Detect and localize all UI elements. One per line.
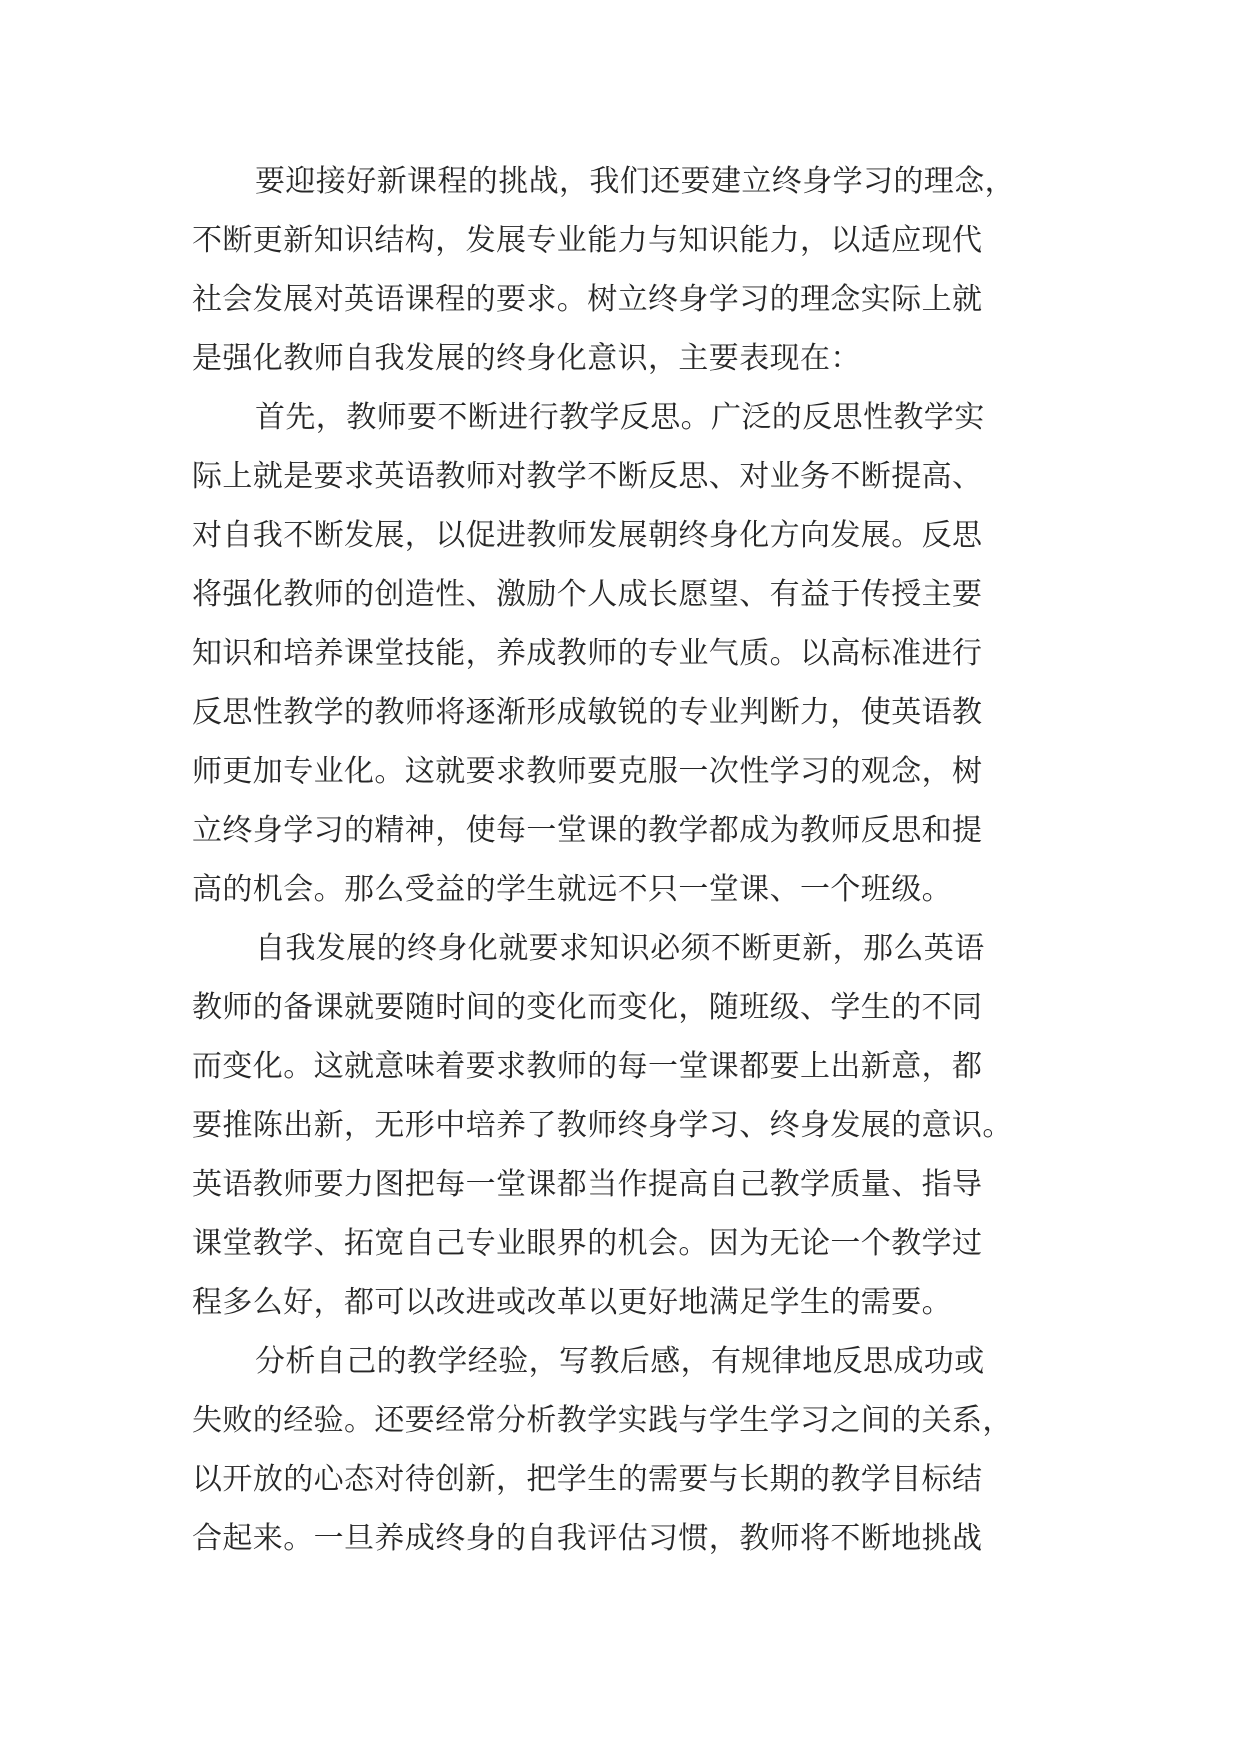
text-line: 英语教师要力图把每一堂课都当作提高自己教学质量、指导 [192, 1167, 983, 1202]
text-line: 将强化教师的创造性、激励个人成长愿望、有益于传授主要 [192, 577, 983, 612]
text-line: 际上就是要求英语教师对教学不断反思、对业务不断提高、 [192, 459, 983, 494]
text-line: 是强化教师自我发展的终身化意识，主要表现在： [192, 341, 861, 376]
text-line: 课堂教学、拓宽自己专业眼界的机会。因为无论一个教学过 [192, 1226, 983, 1261]
text-line: 合起来。一旦养成终身的自我评估习惯，教师将不断地挑战 [192, 1521, 983, 1556]
text-line: 不断更新知识结构，发展专业能力与知识能力，以适应现代 [192, 223, 983, 258]
text-line: 程多么好，都可以改进或改革以更好地满足学生的需要。 [192, 1285, 952, 1320]
text-line: 师更加专业化。这就要求教师要克服一次性学习的观念，树 [192, 754, 983, 789]
text-line: 自我发展的终身化就要求知识必须不断更新，那么英语 [255, 931, 985, 966]
text-line: 而变化。这就意味着要求教师的每一堂课都要上出新意，都 [192, 1049, 983, 1084]
text-line: 失败的经验。还要经常分析教学实践与学生学习之间的关系， [192, 1403, 1013, 1438]
document-body [192, 152, 1072, 1568]
text-line: 社会发展对英语课程的要求。树立终身学习的理念实际上就 [192, 282, 983, 317]
text-line: 要迎接好新课程的挑战，我们还要建立终身学习的理念， [255, 164, 1015, 199]
text-line: 以开放的心态对待创新，把学生的需要与长期的教学目标结 [192, 1462, 983, 1497]
text-line: 立终身学习的精神，使每一堂课的教学都成为教师反思和提 [192, 813, 983, 848]
paragraph-knowledge-update [192, 919, 1072, 1332]
text-line: 教师的备课就要随时间的变化而变化，随班级、学生的不同 [192, 990, 983, 1025]
text-line: 首先，教师要不断进行教学反思。广泛的反思性教学实 [255, 400, 985, 435]
text-line: 对自我不断发展，以促进教师发展朝终身化方向发展。反思 [192, 518, 983, 553]
text-line: 高的机会。那么受益的学生就远不只一堂课、一个班级。 [192, 872, 952, 907]
text-line: 知识和培养课堂技能，养成教师的专业气质。以高标准进行 [192, 636, 983, 671]
paragraph-experience-analysis [192, 1332, 1072, 1568]
text-line: 要推陈出新，无形中培养了教师终身学习、终身发展的意识。 [192, 1108, 1013, 1143]
text-line: 反思性教学的教师将逐渐形成敏锐的专业判断力，使英语教 [192, 695, 983, 730]
paragraph-reflection [192, 388, 1072, 919]
text-line: 分析自己的教学经验，写教后感，有规律地反思成功或 [255, 1344, 985, 1379]
paragraph-lifelong-learning [192, 152, 1072, 388]
